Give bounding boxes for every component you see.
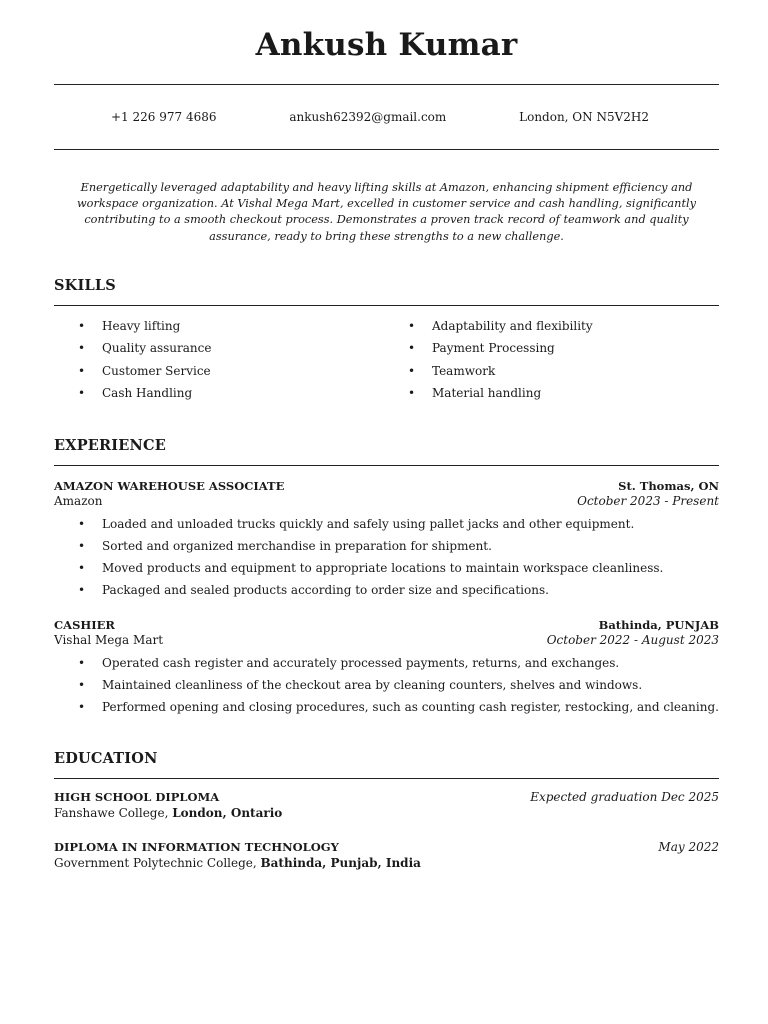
job-location: Bathinda, PUNJAB: [598, 617, 719, 632]
experience-heading: EXPERIENCE: [54, 436, 166, 454]
skill-item: • Material handling: [384, 384, 714, 407]
education-entry: [54, 840, 719, 870]
skill-item: • Cash Handling: [54, 384, 384, 407]
job-title: AMAZON WAREHOUSE ASSOCIATE: [54, 478, 285, 493]
bullet-item: • Moved products and equipment to appropriate locations to maintain workspace cleanliness.: [54, 559, 719, 581]
school-name: Government Polytechnic College,: [54, 855, 257, 870]
job-dates: October 2023 - Present: [577, 493, 719, 508]
skills-column-left: [54, 317, 384, 407]
divider: [54, 778, 719, 779]
divider: [54, 305, 719, 306]
job-dates: October 2022 - August 2023: [546, 632, 719, 647]
contact-bar: [54, 85, 719, 149]
school-name: Fanshawe College,: [54, 805, 169, 820]
contact-location: London, ON N5V2H2: [519, 110, 649, 124]
degree-title: HIGH SCHOOL DIPLOMA: [54, 789, 220, 804]
divider: [54, 149, 719, 150]
skill-item: • Heavy lifting: [54, 317, 384, 340]
skills-column-right: [384, 317, 714, 407]
candidate-name: Ankush Kumar: [255, 27, 518, 63]
bullet-item: • Loaded and unloaded trucks quickly and safely using pallet jacks and other equipment.: [54, 515, 719, 537]
job-bullets: [54, 654, 719, 720]
bullet-item: • Packaged and sealed products according to order size and specifications.: [54, 581, 719, 603]
skill-item: • Customer Service: [54, 362, 384, 385]
bullet-item: • Performed opening and closing procedures, such as counting cash register, restocking, and cleaning.: [54, 698, 719, 720]
job-entry: [54, 618, 719, 720]
skill-item: • Quality assurance: [54, 339, 384, 362]
degree-title: DIPLOMA IN INFORMATION TECHNOLOGY: [54, 839, 339, 854]
professional-summary: Energetically leveraged adaptability and heavy lifting skills at Amazon, enhancing shipment efficiency and workspace organization. At Vishal Mega Mart, excelled in customer service and cash handling, significantly contributing to a smooth checkout process. Demonstrates a proven track record of teamwork and quality assurance, ready to bring these strengths to a new challenge.: [77, 181, 696, 243]
job-bullets: [54, 515, 719, 603]
education-entry: [54, 790, 719, 820]
job-title: CASHIER: [54, 617, 115, 632]
skill-item: • Adaptability and flexibility: [384, 317, 714, 340]
school-location: London, Ontario: [172, 805, 283, 820]
bullet-item: • Operated cash register and accurately processed payments, returns, and exchanges.: [54, 654, 719, 676]
graduation-date: Expected graduation Dec 2025: [530, 789, 719, 804]
school-location: Bathinda, Punjab, India: [260, 855, 421, 870]
contact-phone: +1 226 977 4686: [111, 110, 217, 124]
job-company: Amazon: [54, 493, 103, 508]
skill-item: • Payment Processing: [384, 339, 714, 362]
divider: [54, 465, 719, 466]
contact-email: ankush62392@gmail.com: [289, 110, 447, 124]
job-company: Vishal Mega Mart: [54, 632, 164, 647]
skill-item: • Teamwork: [384, 362, 714, 385]
job-location: St. Thomas, ON: [618, 478, 719, 493]
skills-list: [54, 317, 719, 407]
graduation-date: May 2022: [658, 839, 719, 854]
resume-page: [54, 0, 719, 870]
education-heading: EDUCATION: [54, 749, 158, 767]
job-entry: [54, 479, 719, 603]
skills-heading: SKILLS: [54, 276, 116, 294]
bullet-item: • Maintained cleanliness of the checkout area by cleaning counters, shelves and windows.: [54, 676, 719, 698]
bullet-item: • Sorted and organized merchandise in preparation for shipment.: [54, 537, 719, 559]
